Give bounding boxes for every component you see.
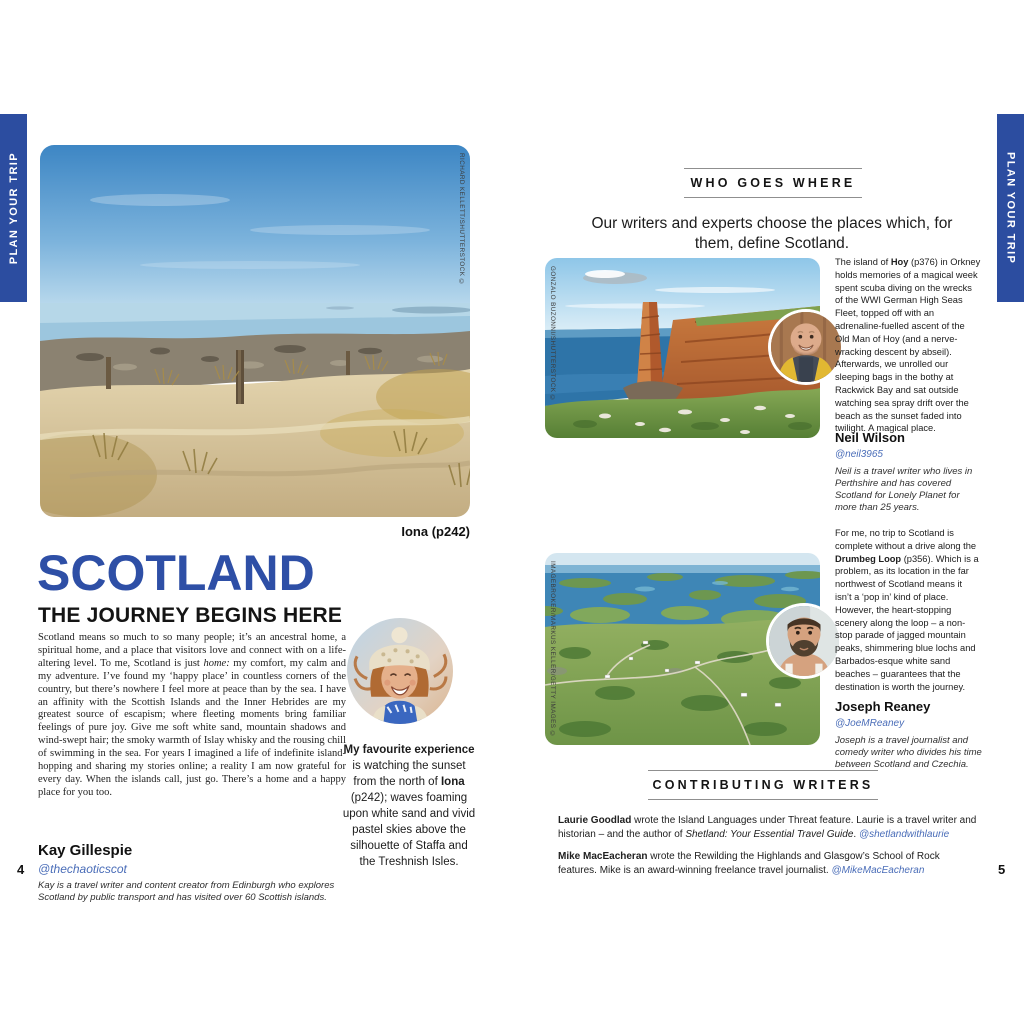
divider-rule	[648, 770, 878, 771]
photo-credit: GONZALO BUZONNI/SHUTTERSTOCK ©	[549, 266, 556, 403]
contributor-handle[interactable]: @MikeMacEacheran	[831, 864, 925, 876]
page-subtitle: THE JOURNEY BEGINS HERE	[38, 604, 343, 627]
author-handle[interactable]: @thechaoticscot	[38, 862, 127, 876]
entry-author-bio: Joseph is a travel journalist and comedy writer who divides his time between Scotland and Czechia.	[835, 735, 982, 770]
contributor-text: .	[853, 828, 859, 840]
intro-text: my comfort, my calm and my adventure. I’ve found my ‘happy place’ in countless corners of the country, but there’s nowhere I feel more at peace than by the sea. I have an affinity with the Scottish Islands and the Inner Hebrides are my greatest source of escapism; where fleeting moments bring familiar feelings of pure joy. Give me soft white sand, mountain shadows and wind-swept hair; the smoky warmth of Islay whisky and the rousing chill of swimming in the sea. For years I imagined a life of indefinite island-hopping and sharing my stories online; a reality I am now grateful for every day. When the islands call, just go. There’s a home and a happy place for you too.	[38, 657, 346, 798]
avatar-photo	[771, 312, 841, 382]
contributor-text: wrote the Rewilding the Highlands and Glasgow’s School of Rock features. Mike is an award-winning freelance travel journalist.	[558, 851, 940, 876]
entry-place: Hoy	[890, 257, 909, 267]
photo-credit: RICHARD KELLETT/SHUTTERSTOCK ©	[458, 153, 465, 287]
entry-avatar-neil	[771, 312, 841, 382]
favourite-experience	[342, 742, 476, 870]
contributor-text: wrote the Island Languages under Threat feature. Laurie is a travel writer and historian – and the author of	[558, 815, 977, 840]
who-goes-where-heading-block	[684, 168, 862, 198]
tab-label: PLAN YOUR TRIP	[1004, 151, 1017, 265]
page-number-right: 5	[998, 862, 1006, 877]
entry-author-handle[interactable]: @JoeMReaney	[835, 718, 905, 729]
entry-text: For me, no trip to Scotland is complete without a drive along the	[835, 528, 977, 551]
favourite-text: is watching the sunset from the north of	[352, 760, 466, 788]
intro-paragraph	[38, 632, 346, 800]
page-title: SCOTLAND	[37, 545, 315, 601]
entry-paragraph	[835, 256, 981, 435]
contributor-paragraph	[558, 850, 978, 877]
hero-photo-iona	[40, 145, 470, 517]
entry-paragraph	[835, 527, 981, 693]
photo-credit: IMAGEBROKER/MARKUS KELLER/GETTY IMAGES ©	[549, 561, 556, 739]
entry-avatar-joseph	[769, 606, 839, 676]
entry-author-name: Neil Wilson	[835, 430, 905, 445]
entry-author-bio: Neil is a travel writer who lives in Perthshire and has covered Scotland for Lonely Planet for more than 25 years.	[835, 466, 973, 513]
avatar-photo	[769, 606, 839, 676]
entry-text: (p356). Which is a problem, as its location in the far northwest of Scotland means it isn’t a ‘pop in’ kind of place. However, the heart-stopping scenery along the loop – a non-stop parade of jagged mountain peaks, shimmering blue lochs and Barbados-esque white sand beaches – guarantees that the destination is worth the journey.	[835, 553, 979, 692]
contributor-paragraph	[558, 814, 978, 841]
entry-place: Drumbeg Loop	[835, 553, 902, 564]
photo-caption: Iona (p242)	[401, 524, 470, 539]
tab-label: PLAN YOUR TRIP	[7, 151, 20, 265]
entry-text: The island of	[835, 257, 891, 267]
contributor-work-title: Shetland: Your Essential Travel Guide	[685, 828, 854, 840]
author-name: Kay Gillespie	[38, 842, 133, 859]
contributing-heading-block	[648, 770, 878, 800]
author-bio: Kay is a travel writer and content creator from Edinburgh who explores Scotland by public transport and has visited over 60 Scottish islands.	[38, 880, 335, 903]
divider-rule	[684, 197, 862, 198]
plan-your-trip-tab-right	[997, 114, 1024, 302]
intro-text: Scotland means so much to so many people; it’s an ancestral home, a spiritual home, and a place that visitors love and connect with on a life-altering level. To me, Scotland is just	[38, 632, 346, 669]
favourite-lead: My favourite experience	[343, 744, 475, 756]
contributing-heading: CONTRIBUTING WRITERS	[652, 778, 874, 792]
contributor-handle[interactable]: @shetlandwithlaurie	[858, 828, 950, 840]
divider-rule	[684, 168, 862, 169]
divider-rule	[648, 799, 878, 800]
intro-italic-word: home:	[203, 657, 230, 669]
favourite-text: (p242); waves foaming upon white sand and vivid pastel skies above the silhouette of Staffa and the Treshnish Isles.	[342, 792, 476, 868]
section-intro: Our writers and experts choose the places which, for them, define Scotland.	[591, 215, 953, 252]
avatar-photo	[347, 618, 453, 724]
favourite-place: Iona	[440, 776, 465, 788]
beach-illustration	[40, 145, 470, 517]
page-number-left: 4	[17, 862, 25, 877]
plan-your-trip-tab-left	[0, 114, 27, 302]
section-heading: WHO GOES WHERE	[690, 176, 856, 190]
entry-author-name: Joseph Reaney	[835, 699, 931, 714]
entry-text: (p376) in Orkney holds memories of a magical week spent scuba diving on the wrecks of the WWI German High Seas Fleet, topped off with an adrenaline-fuelled ascent of the Old Man of Hoy (and a nerve-wracking descent by abseil). Afterwards, we unrolled our sleeping bags in the bothy at Rackwick Bay and sat outside watching sea spray drift over the beach as the sunset faded into twilight. A magical place.	[835, 257, 981, 434]
author-avatar-kay	[347, 618, 453, 724]
contributor-name: Mike MacEacheran	[558, 851, 648, 862]
entry-author-handle[interactable]: @neil3965	[835, 449, 883, 460]
contributor-name: Laurie Goodlad	[558, 815, 632, 826]
